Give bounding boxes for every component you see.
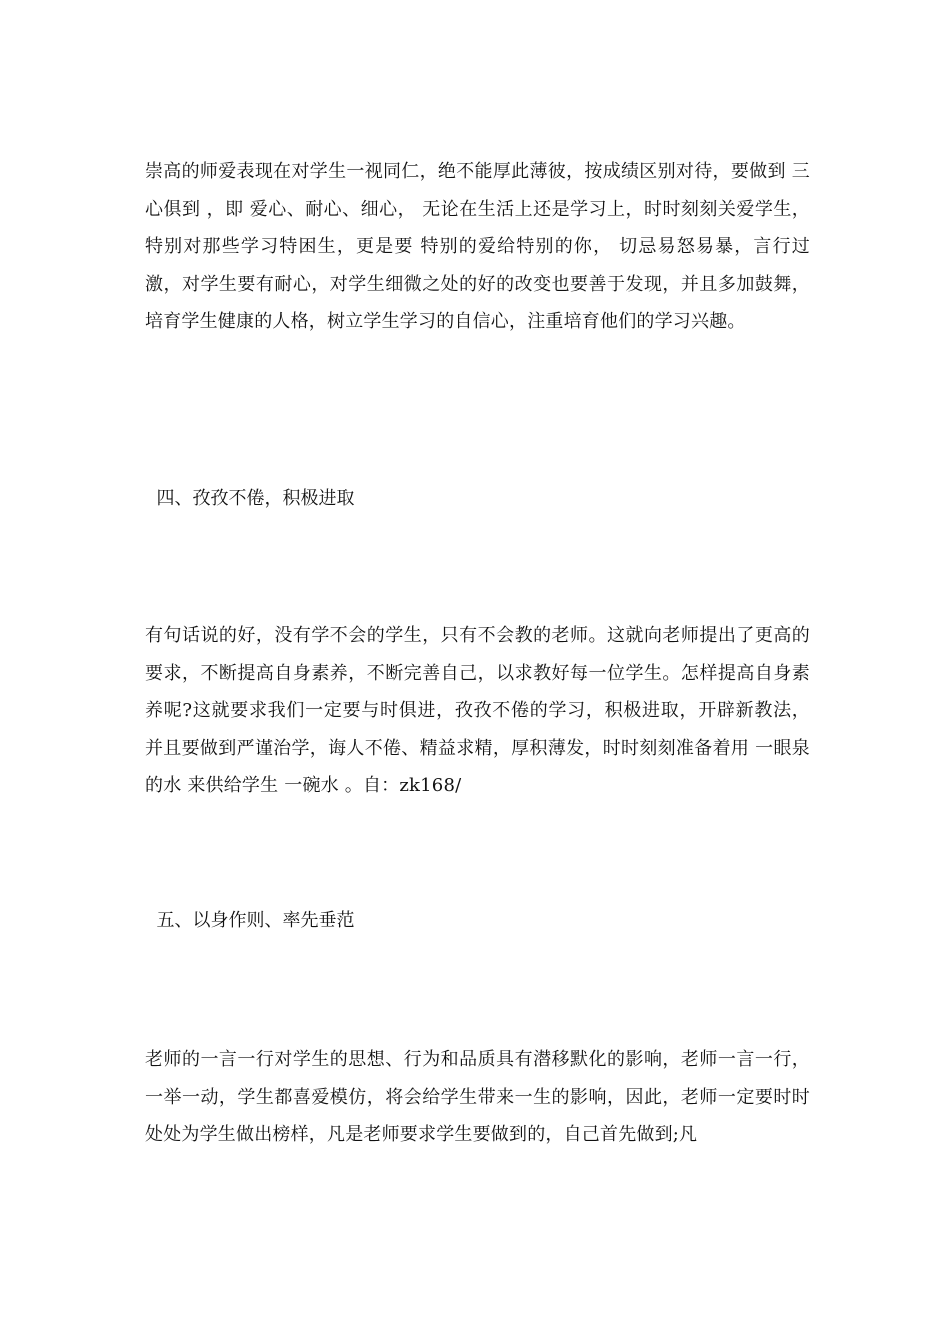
paragraph-lead-by-example: 老师的一言一行对学生的思想、行为和品质具有潜移默化的影响，老师一言一行，一举一动，学生都喜爱模仿，将会给学生带来一生的影响，因此，老师一定要时时处处为学生做出榜样，凡是老师要求学生要做到的，自己首先做到;凡 [145,1049,810,1145]
section-heading-five: 五、以身作则、率先垂范 [145,910,355,931]
paragraph-self-improvement: 有句话说的好，没有学不会的学生，只有不会教的老师。这就向老师提出了更高的要求，不断提高自身素养，不断完善自己，以求教好每一位学生。怎样提高自身素养呢?这就要求我们一定要与时俱进，孜孜不倦的学习，积极进取，开辟新教法，并且要做到严谨治学，诲人不倦、精益求精，厚积薄发，时时刻刻准备着用 一眼泉的水 来供给学生 一碗水 。自：zk168/ [145,625,810,796]
section-heading-four: 四、孜孜不倦，积极进取 [145,488,355,509]
paragraph-teacher-love: 崇高的师爱表现在对学生一视同仁，绝不能厚此薄彼，按成绩区别对待，要做到 三心俱到 ，即 爱心、耐心、细心， 无论在生活上还是学习上，时时刻刻关爱学生，特别对那些学习特困生，更是要 特别的爱给特别的你， 切忌易怒易暴，言行过激，对学生要有耐心，对学生细微之处的好的改变也要善于发现，并且多加鼓舞，培育学生健康的人格，树立学生学习的自信心，注重培育他们的学习兴趣。 [145,161,810,332]
